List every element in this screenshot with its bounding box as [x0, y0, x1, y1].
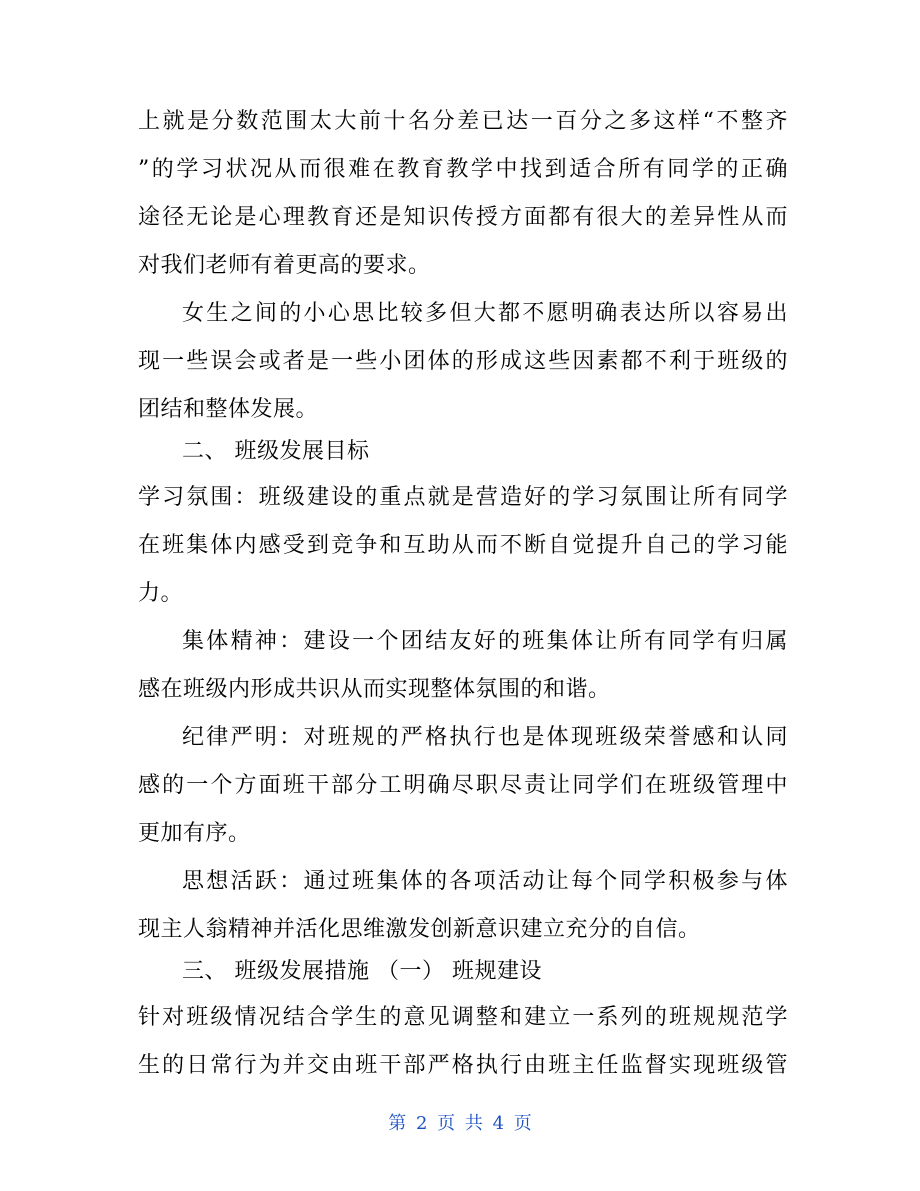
text-line: 学习氛围：班级建设的重点就是营造好的学习氛围让所有同学	[138, 485, 788, 510]
text-line: 在班集体内感受到竞争和互助从而不断自觉提升自己的学习能	[138, 533, 788, 558]
text-line: 现主人翁精神并活化思维激发创新意识建立充分的自信。	[138, 917, 701, 942]
section-heading: 二、 班级发展目标	[182, 439, 370, 464]
text-line: 感在班级内形成共识从而实现整体氛围的和谐。	[138, 677, 611, 702]
text-line: 纪律严明：对班规的严格执行也是体现班级荣誉感和认同	[182, 725, 788, 750]
text-line: 女生之间的小心思比较多但大都不愿明确表达所以容易出	[182, 301, 788, 326]
text-line: 途径无论是心理教育还是知识传授方面都有很大的差异性从而	[138, 205, 788, 230]
text-line: 对我们老师有着更高的要求。	[138, 253, 431, 278]
text-line: ”的学习状况从而很难在教育教学中找到适合所有同学的正确	[138, 157, 788, 182]
text-line: 感的一个方面班干部分工明确尽职尽责让同学们在班级管理中	[138, 773, 788, 798]
page-footer: 第 2 页 共 4 页	[388, 1113, 532, 1134]
section-heading: 三、 班级发展措施 （一） 班规建设	[182, 959, 542, 984]
text-line: 团结和整体发展。	[138, 397, 319, 422]
text-line: 生的日常行为并交由班干部严格执行由班主任监督实现班级管	[138, 1053, 788, 1078]
text-line: 上就是分数范围太大前十名分差已达一百分之多这样“不整齐	[138, 109, 788, 134]
text-line: 集体精神：建设一个团结友好的班集体让所有同学有归属	[182, 629, 788, 654]
text-line: 更加有序。	[138, 821, 251, 846]
text-line: 针对班级情况结合学生的意见调整和建立一系列的班规规范学	[138, 1005, 788, 1030]
text-line: 思想活跃：通过班集体的各项活动让每个同学积极参与体	[182, 869, 788, 894]
text-line: 现一些误会或者是一些小团体的形成这些因素都不利于班级的	[138, 349, 788, 374]
text-line: 力。	[138, 581, 184, 606]
